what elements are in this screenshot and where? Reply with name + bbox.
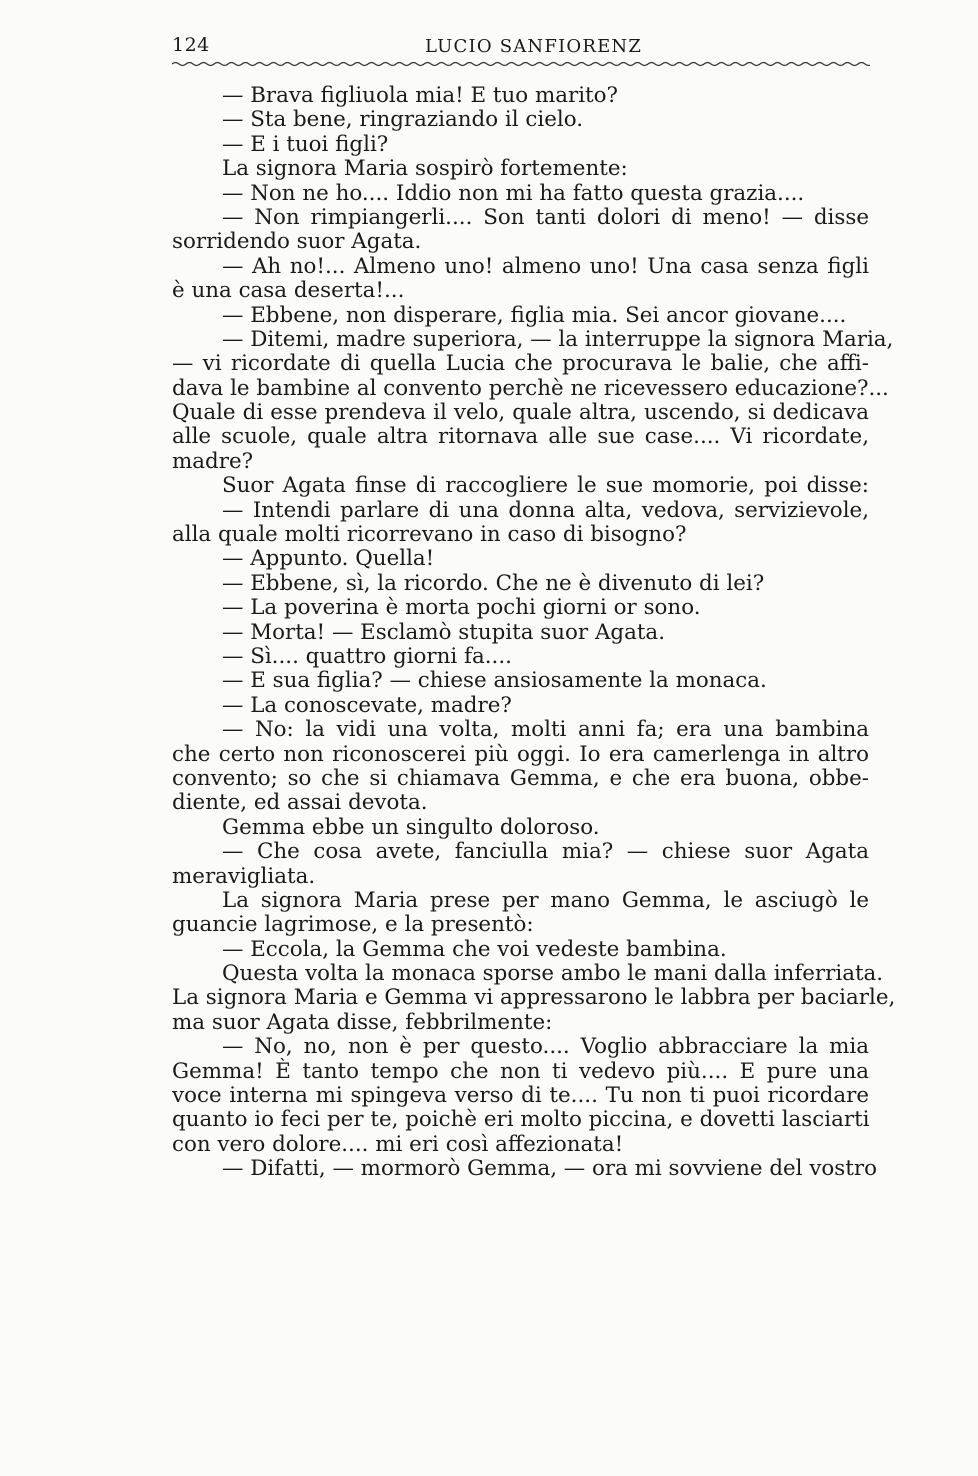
text-line: — Che cosa avete, fanciulla mia? — chiese suor Agata [222,839,869,865]
text-line: — Non ne ho.... Iddio non mi ha fatto questa grazia.... [222,180,805,206]
body-text [172,83,896,1182]
text-line: — Morta! — Esclamò stupita suor Agata. [222,619,665,645]
text-line: sorridendo suor Agata. [172,229,422,255]
text-line: quanto io feci per te, poichè eri molto piccina, e dovetti lasciarti [172,1107,870,1133]
text-line: La signora Maria sospirò fortemente: [222,156,628,182]
header-wavy-rule [172,58,870,70]
text-line: La signora Maria prese per mano Gemma, le asciugò le [222,887,869,913]
text-line: — E sua figlia? — chiese ansiosamente la monaca. [222,668,767,694]
text-line: voce interna mi spingeva verso di te.... Tu non ti puoi ricordare [172,1083,869,1109]
text-line: — Brava figliuola mia! E tuo marito? [222,83,618,108]
text-line: Gemma ebbe un singulto doloroso. [222,814,600,840]
text-line: — Ebbene, non disperare, figlia mia. Sei ancor giovane.... [222,302,847,328]
page-number: 124 [172,34,210,56]
text-line: diente, ed assai devota. [172,790,428,816]
text-line: — Eccola, la Gemma che voi vedeste bambina. [222,936,727,962]
text-line: meravigliata. [172,863,316,889]
text-line: Suor Agata finse di raccogliere le sue momorie, poi disse: [222,473,869,499]
text-line: — Sta bene, ringraziando il cielo. [222,107,584,133]
text-line: — vi ricordate di quella Lucia che procurava le balie, che affi- [172,351,869,377]
text-line: — Non rimpiangerli.... Son tanti dolori di meno! — disse [222,204,869,230]
text-line: — Appunto. Quella! [222,546,435,572]
text-line: — La poverina è morta pochi giorni or sono. [222,595,701,621]
text-line: con vero dolore.... mi eri così affezionata! [172,1131,624,1157]
text-line: — Ebbene, sì, la ricordo. Che ne è divenuto di lei? [222,570,765,596]
text-line: Gemma! È tanto tempo che non ti vedevo più.... E pure una [172,1058,869,1084]
text-line: alle scuole, quale altra ritornava alle sue case.... Vi ricordate, [172,424,869,450]
text-line: è una casa deserta!... [172,278,405,304]
text-line: ma suor Agata disse, febbrilmente: [172,1009,553,1035]
text-line: La signora Maria e Gemma vi appressarono le labbra per baciarle, [172,985,896,1011]
text-line: — Difatti, — mormorò Gemma, — ora mi sovviene del vostro [222,1156,877,1182]
text-line: — E i tuoi figli? [222,131,389,157]
text-line: — No, no, non è per questo.... Voglio abbracciare la mia [222,1034,869,1060]
text-line: madre? [172,448,254,474]
text-line: dava le bambine al convento perchè ne ricevessero educazione?... [172,375,889,401]
text-line: Quale di esse prendeva il velo, quale altra, uscendo, si dedicava [172,400,869,426]
text-line: — La conoscevate, madre? [222,692,512,718]
text-line: alla quale molti ricorrevano in caso di bisogno? [172,522,687,548]
text-line: guancie lagrimose, e la presentò: [172,912,534,938]
text-line: — No: la vidi una volta, molti anni fa; era una bambina [222,717,869,743]
text-line: — Ditemi, madre superiora, — la interruppe la signora Maria, [222,326,894,352]
running-head: LUCIO SANFIORENZ [425,36,643,57]
page-header [170,32,870,72]
text-line: — Ah no!... Almeno uno! almeno uno! Una casa senza figli [222,253,869,279]
text-line: che certo non riconoscerei più oggi. Io era camerlenga in altro [172,741,869,767]
text-line: Questa volta la monaca sporse ambo le mani dalla inferriata. [222,961,884,987]
text-line: — Intendi parlare di una donna alta, vedova, servizievole, [222,497,869,523]
text-line: — Sì.... quattro giorni fa.... [222,643,512,669]
text-line: convento; so che si chiamava Gemma, e che era buona, obbe- [172,765,869,791]
